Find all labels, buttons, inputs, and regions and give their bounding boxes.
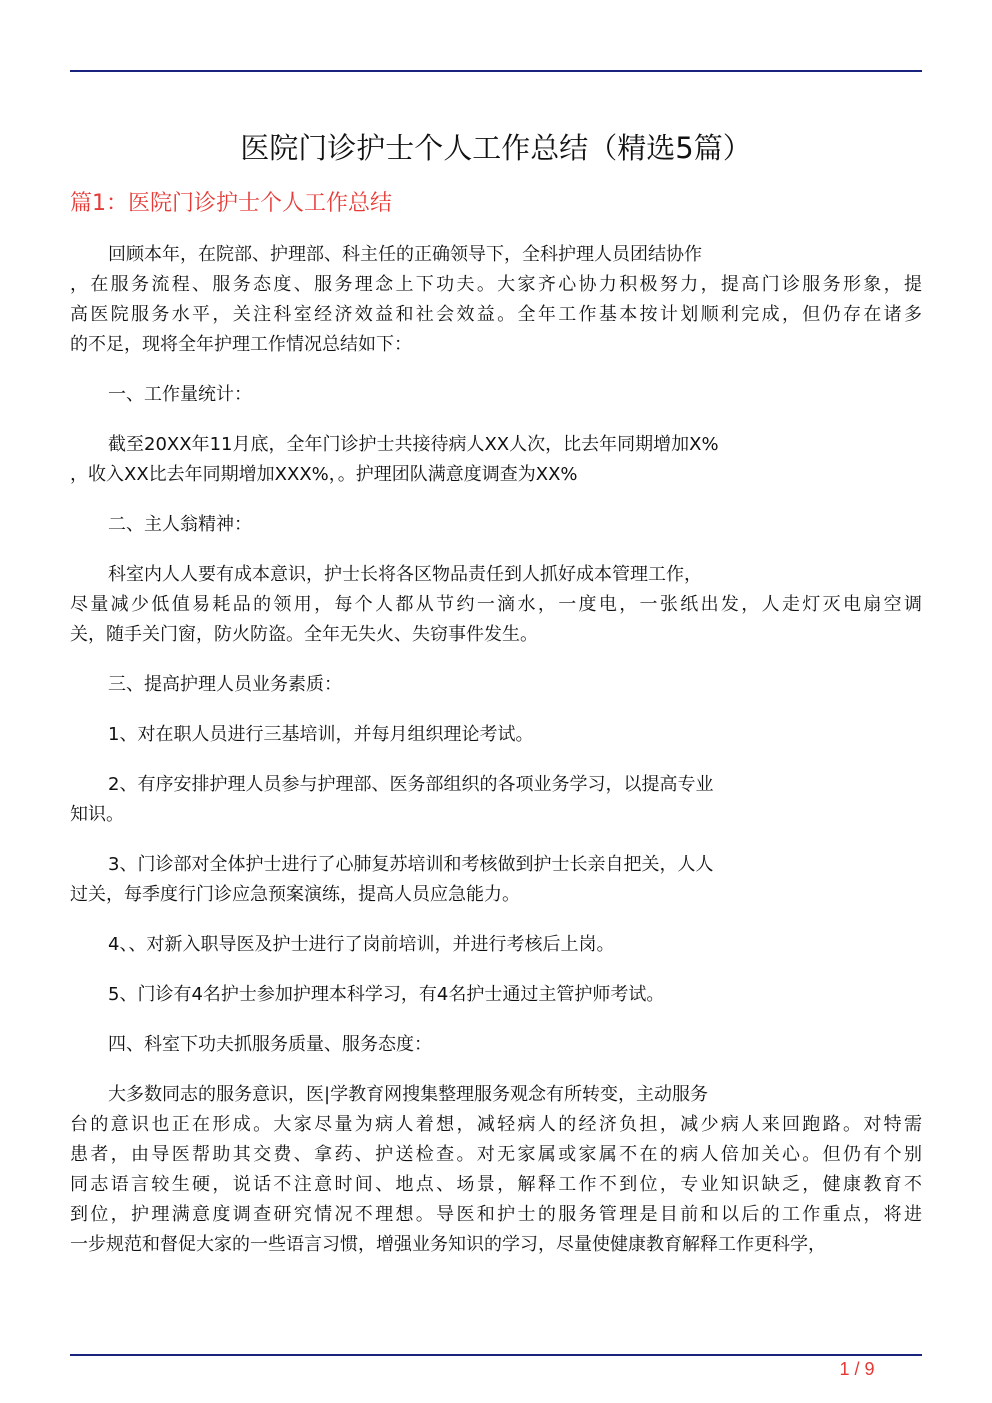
paragraph-line: ，收入XX比去年同期增加XXX%，。护理团队满意度调查为XX% <box>70 464 578 485</box>
paragraph <box>70 1080 922 1260</box>
paragraph <box>70 670 922 700</box>
paragraph <box>70 380 922 410</box>
page-number: 1 / 9 <box>839 1359 875 1379</box>
paragraph-line: 3、门诊部对全体护士进行了心肺复苏培训和考核做到护士长亲自把关，人人 <box>108 854 714 875</box>
paragraph-line: 到位，护理满意度调查研究情况不理想。导医和护士的服务管理是目前和以后的工作重点，将进 <box>70 1204 922 1225</box>
paragraph-line: 4、、对新入职导医及护士进行了岗前培训，并进行考核后上岗。 <box>108 934 615 955</box>
header-rule <box>70 70 922 72</box>
paragraph-line: 同志语言较生硬，说话不注意时间、地点、场景，解释工作不到位，专业知识缺乏，健康教育不 <box>70 1174 922 1195</box>
paragraph-line: 患者，由导医帮助其交费、拿药、护送检查。对无家属或家属不在的病人倍加关心。但仍有个别 <box>70 1144 922 1165</box>
paragraph <box>70 770 922 830</box>
paragraph-line: 高医院服务水平，关注科室经济效益和社会效益。全年工作基本按计划顺利完成，但仍存在诸多 <box>70 304 922 325</box>
paragraph <box>70 560 922 650</box>
paragraph <box>70 930 922 960</box>
paragraph-line: 过关，每季度行门诊应急预案演练，提高人员应急能力。 <box>70 884 520 905</box>
paragraph-line: 关，随手关门窗，防火防盗。全年无失火、失窃事件发生。 <box>70 624 538 645</box>
paragraph-line: 截至20XX年11月底，全年门诊护士共接待病人XX人次，比去年同期增加X% <box>108 434 719 455</box>
paragraph <box>70 430 922 490</box>
paragraph-line: 科室内人人要有成本意识，护士长将各区物品责任到人抓好成本管理工作， <box>108 564 702 585</box>
paragraph-line: 尽量减少低值易耗品的领用，每个人都从节约一滴水，一度电，一张纸出发，人走灯灭电扇空调 <box>70 594 922 615</box>
paragraph-line: 台的意识也正在形成。大家尽量为病人着想，减轻病人的经济负担，减少病人来回跑路。对特需 <box>70 1114 922 1135</box>
paragraph <box>70 240 922 360</box>
paragraph-line: 知识。 <box>70 804 124 825</box>
paragraph-line: 1、对在职人员进行三基培训，并每月组织理论考试。 <box>108 724 534 745</box>
paragraph <box>70 980 922 1010</box>
paragraph-line: 一步规范和督促大家的一些语言习惯，增强业务知识的学习，尽量使健康教育解释工作更科学， <box>70 1234 826 1255</box>
paragraph-line: 四、科室下功夫抓服务质量、服务态度： <box>108 1034 432 1055</box>
paragraph-line: 大多数同志的服务意识，医|学教育网搜集整理服务观念有所转变，主动服务 <box>108 1084 709 1105</box>
paragraph-line: ，在服务流程、服务态度、服务理念上下功夫。大家齐心协力积极努力，提高门诊服务形象，提 <box>70 274 922 295</box>
paragraph-line: 回顾本年，在院部、护理部、科主任的正确领导下，全科护理人员团结协作 <box>108 244 702 265</box>
paragraph <box>70 850 922 910</box>
footer-rule <box>70 1354 922 1356</box>
document-body <box>70 240 922 1280</box>
paragraph-line: 的不足，现将全年护理工作情况总结如下： <box>70 334 412 355</box>
paragraph-line: 2、有序安排护理人员参与护理部、医务部组织的各项业务学习，以提高专业 <box>108 774 714 795</box>
document-title: 医院门诊护士个人工作总结（精选5篇） <box>240 131 752 165</box>
paragraph-line: 二、主人翁精神： <box>108 514 252 535</box>
paragraph <box>70 510 922 540</box>
paragraph-line: 三、提高护理人员业务素质： <box>108 674 342 695</box>
paragraph-line: 5、门诊有4名护士参加护理本科学习，有4名护士通过主管护师考试。 <box>108 984 665 1005</box>
paragraph <box>70 1030 922 1060</box>
paragraph <box>70 720 922 750</box>
section-title: 篇1：医院门诊护士个人工作总结 <box>70 191 392 216</box>
paragraph-line: 一、工作量统计： <box>108 384 252 405</box>
